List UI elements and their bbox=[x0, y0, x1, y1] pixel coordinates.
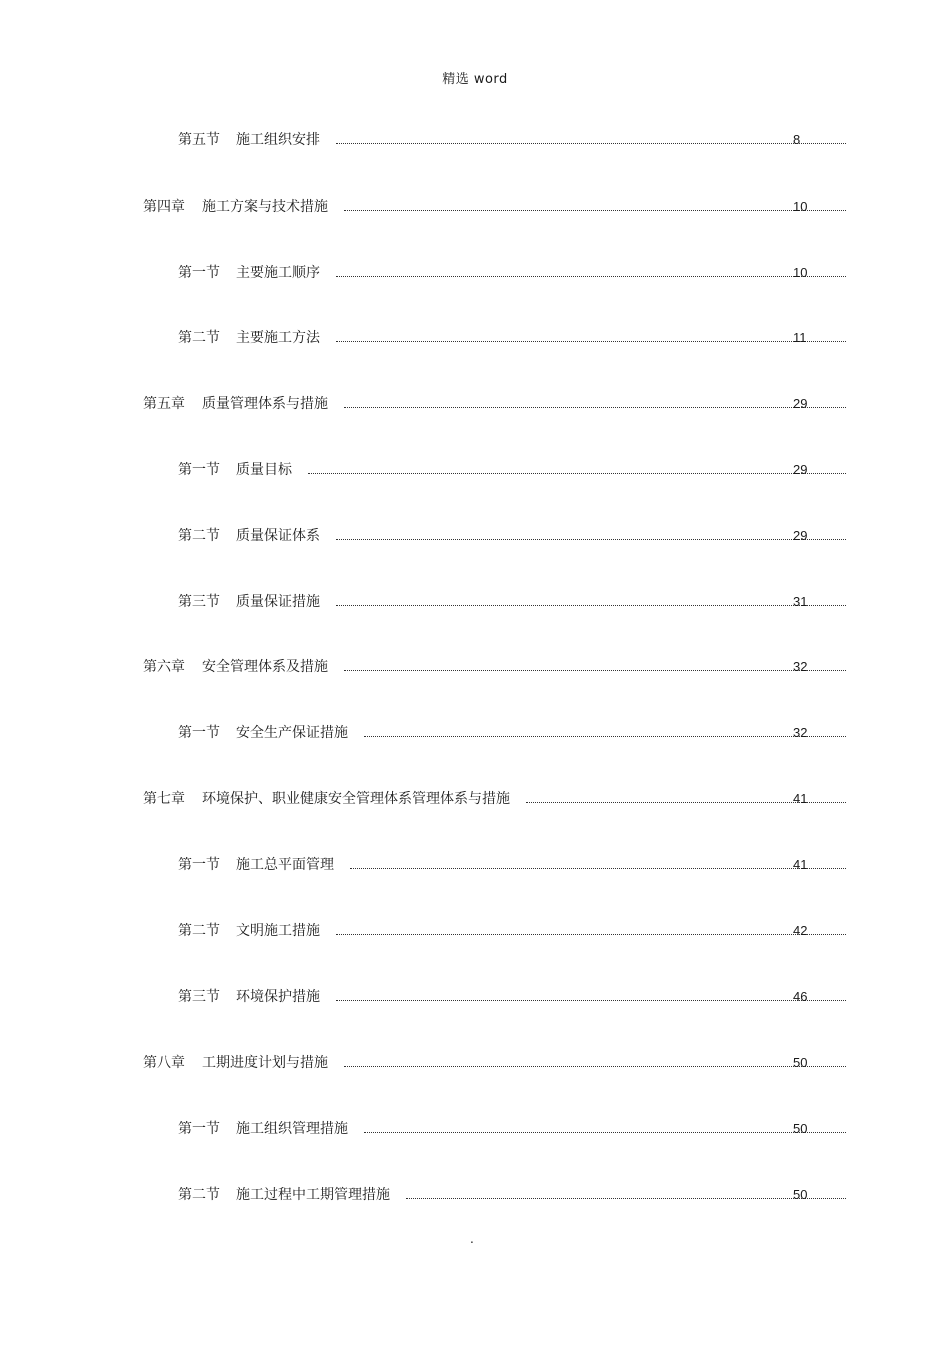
toc-entry-title: 安全管理体系及措施 bbox=[202, 659, 328, 675]
toc-entry-title: 质量管理体系与措施 bbox=[202, 396, 328, 412]
toc-dot-leader bbox=[344, 670, 846, 671]
toc-section-entry[interactable] bbox=[178, 460, 860, 480]
toc-dot-leader bbox=[336, 539, 846, 540]
toc-entry-title: 施工组织安排 bbox=[236, 132, 320, 148]
toc-entry-title: 施工组织管理措施 bbox=[236, 1121, 348, 1137]
toc-entry-page-number: 41 bbox=[793, 791, 808, 806]
toc-entry-title: 施工总平面管理 bbox=[236, 857, 334, 873]
toc-entry-title: 主要施工顺序 bbox=[236, 265, 320, 281]
toc-entry-page-number: 8 bbox=[793, 132, 801, 147]
toc-chapter-entry[interactable] bbox=[143, 197, 860, 217]
toc-chapter-entry[interactable] bbox=[143, 394, 860, 414]
toc-entry-title: 环境保护措施 bbox=[236, 989, 320, 1005]
toc-entry-number: 第一节 bbox=[178, 1121, 220, 1137]
toc-entry-page-number: 50 bbox=[793, 1055, 808, 1070]
toc-section-entry[interactable] bbox=[178, 328, 860, 348]
toc-entry-title: 文明施工措施 bbox=[236, 923, 320, 939]
toc-dot-leader bbox=[350, 868, 846, 869]
toc-entry-number: 第一节 bbox=[178, 462, 220, 478]
toc-chapter-entry[interactable] bbox=[143, 1053, 860, 1073]
toc-section-entry[interactable] bbox=[178, 1185, 860, 1205]
toc-dot-leader bbox=[336, 934, 846, 935]
toc-entry-page-number: 50 bbox=[793, 1187, 808, 1202]
toc-dot-leader bbox=[364, 1132, 846, 1133]
toc-entry-number: 第三节 bbox=[178, 989, 220, 1005]
toc-entry-page-number: 29 bbox=[793, 462, 808, 477]
toc-entry-page-number: 32 bbox=[793, 659, 808, 674]
toc-dot-leader bbox=[344, 1066, 846, 1067]
toc-section-entry[interactable] bbox=[178, 855, 860, 875]
toc-entry-number: 第二节 bbox=[178, 1187, 220, 1203]
toc-dot-leader bbox=[406, 1198, 846, 1199]
toc-entry-page-number: 10 bbox=[793, 199, 808, 214]
toc-dot-leader bbox=[308, 473, 846, 474]
toc-entry-number: 第一节 bbox=[178, 265, 220, 281]
toc-entry-title: 施工过程中工期管理措施 bbox=[236, 1187, 390, 1203]
toc-entry-page-number: 31 bbox=[793, 594, 808, 609]
toc-entry-title: 工期进度计划与措施 bbox=[202, 1055, 328, 1071]
toc-entry-title: 主要施工方法 bbox=[236, 330, 320, 346]
toc-entry-number: 第七章 bbox=[143, 791, 185, 807]
page-footer-mark: . bbox=[470, 1232, 474, 1246]
toc-entry-page-number: 29 bbox=[793, 396, 808, 411]
toc-entry-title: 环境保护、职业健康安全管理体系管理体系与措施 bbox=[202, 791, 510, 807]
toc-section-entry[interactable] bbox=[178, 263, 860, 283]
page-header: 精选 word bbox=[442, 72, 508, 87]
toc-entry-number: 第三节 bbox=[178, 594, 220, 610]
toc-dot-leader bbox=[336, 605, 846, 606]
toc-entry-title: 安全生产保证措施 bbox=[236, 725, 348, 741]
toc-chapter-entry[interactable] bbox=[143, 789, 860, 809]
toc-dot-leader bbox=[336, 1000, 846, 1001]
toc-entry-number: 第一节 bbox=[178, 857, 220, 873]
toc-section-entry[interactable] bbox=[178, 526, 860, 546]
toc-entry-number: 第五节 bbox=[178, 132, 220, 148]
toc-entry-page-number: 46 bbox=[793, 989, 808, 1004]
toc-entry-page-number: 11 bbox=[793, 330, 807, 345]
toc-entry-number: 第八章 bbox=[143, 1055, 185, 1071]
toc-dot-leader bbox=[364, 736, 846, 737]
toc-entry-page-number: 32 bbox=[793, 725, 808, 740]
toc-entry-page-number: 29 bbox=[793, 528, 808, 543]
toc-entry-number: 第五章 bbox=[143, 396, 185, 412]
toc-dot-leader bbox=[336, 143, 846, 144]
toc-dot-leader bbox=[336, 341, 846, 342]
toc-entry-number: 第四章 bbox=[143, 199, 185, 215]
toc-section-entry[interactable] bbox=[178, 130, 860, 150]
toc-chapter-entry[interactable] bbox=[143, 657, 860, 677]
toc-section-entry[interactable] bbox=[178, 1119, 860, 1139]
toc-entry-number: 第二节 bbox=[178, 528, 220, 544]
toc-entry-page-number: 42 bbox=[793, 923, 808, 938]
toc-dot-leader bbox=[344, 407, 846, 408]
toc-entry-page-number: 50 bbox=[793, 1121, 808, 1136]
toc-section-entry[interactable] bbox=[178, 987, 860, 1007]
toc-entry-number: 第六章 bbox=[143, 659, 185, 675]
toc-entry-page-number: 41 bbox=[793, 857, 808, 872]
toc-entry-number: 第二节 bbox=[178, 923, 220, 939]
toc-entry-title: 质量保证措施 bbox=[236, 594, 320, 610]
toc-entry-page-number: 10 bbox=[793, 265, 808, 280]
toc-entry-title: 施工方案与技术措施 bbox=[202, 199, 328, 215]
toc-dot-leader bbox=[344, 210, 846, 211]
toc-section-entry[interactable] bbox=[178, 592, 860, 612]
toc-entry-number: 第二节 bbox=[178, 330, 220, 346]
toc-entry-title: 质量保证体系 bbox=[236, 528, 320, 544]
toc-section-entry[interactable] bbox=[178, 723, 860, 743]
toc-entry-title: 质量目标 bbox=[236, 462, 292, 478]
toc-entry-number: 第一节 bbox=[178, 725, 220, 741]
toc-dot-leader bbox=[336, 276, 846, 277]
toc-section-entry[interactable] bbox=[178, 921, 860, 941]
